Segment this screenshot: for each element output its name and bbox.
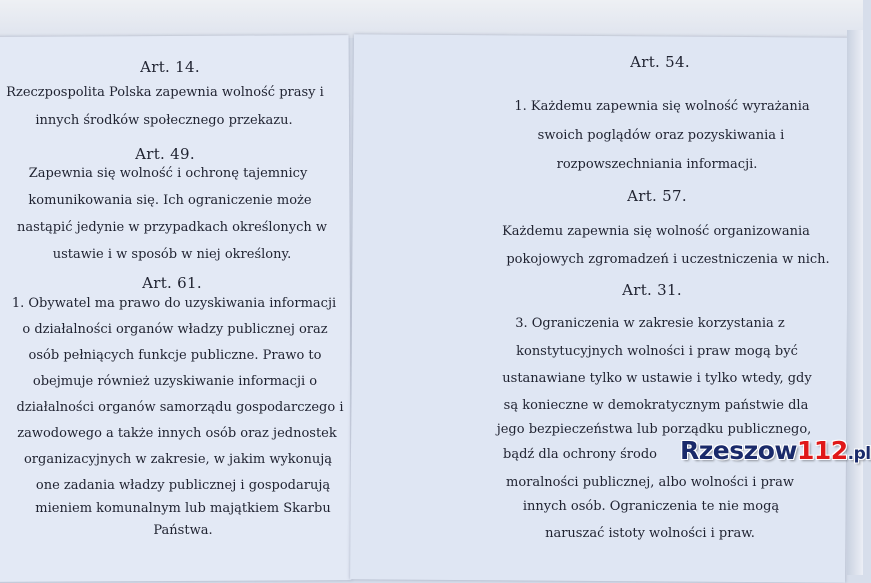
art14-heading: Art. 14. — [140, 58, 200, 76]
art49-line: nastąpić jedynie w przypadkach określonych w — [16, 220, 328, 235]
art61-heading: Art. 61. — [142, 274, 202, 292]
art57-line: Każdemu zapewnia się wolność organizowania — [502, 224, 810, 239]
art49-line: Zapewnia się wolność i ochronę tajemnicy — [28, 166, 308, 181]
art61-line: zawodowego a także innych osób oraz jednostek — [17, 426, 337, 441]
background-wall — [0, 0, 863, 38]
art31-line: 3. Ograniczenia w zakresie korzystania z — [515, 316, 785, 331]
art61-line: obejmuje również uzyskiwanie informacji o — [32, 374, 318, 389]
art49-line: komunikowania się. Ich ograniczenie może — [28, 193, 312, 208]
art61-line: organizacyjnych w zakresie, w jakim wykonują — [23, 452, 333, 467]
watermark-domain: .pl — [847, 444, 871, 464]
art54-heading: Art. 54. — [630, 53, 690, 71]
art31-line: ustanawiane tylko w ustawie i tylko wtedy, gdy — [502, 371, 812, 386]
art14-line: innych środków społecznego przekazu. — [35, 113, 293, 128]
art49-heading: Art. 49. — [135, 145, 195, 163]
art61-line: osób pełniących funkcje publiczne. Prawo to — [28, 348, 322, 363]
art31-line: naruszać istoty wolności i praw. — [545, 526, 755, 541]
rzeszow112-watermark-logo — [680, 436, 871, 465]
art14-line: Rzeczpospolita Polska zapewnia wolność prasy i — [6, 85, 324, 100]
watermark-number: 112 — [796, 436, 848, 465]
art54-line: rozpowszechniania informacji. — [556, 157, 758, 172]
art54-line: swoich poglądów oraz pozyskiwania i — [537, 128, 785, 143]
art31-line: jego bezpieczeństwa lub porządku publicznego, — [496, 422, 812, 437]
art31-heading: Art. 31. — [622, 281, 682, 299]
art57-line: pokojowych zgromadzeń i uczestniczenia w nich. — [506, 252, 830, 267]
art31-line: konstytucyjnych wolności i praw mogą być — [516, 344, 798, 359]
art31-line: są konieczne w demokratycznym państwie dla — [503, 398, 809, 413]
art61-line: o działalności organów władzy publicznej oraz — [22, 322, 328, 337]
art31-line: innych osób. Ograniczenia te nie mogą — [522, 499, 780, 514]
art61-line: mieniem komunalnym lub majątkiem Skarbu — [35, 501, 331, 516]
art61-line: 1. Obywatel ma prawo do uzyskiwania informacji — [11, 296, 337, 311]
art54-line: 1. Każdemu zapewnia się wolność wyrażania — [514, 99, 810, 114]
watermark-name: Rzeszow — [680, 436, 797, 465]
art61-line: działalności organów samorządu gospodarczego i — [16, 400, 344, 415]
art49-line: ustawie i w sposób w niej określony. — [52, 247, 292, 262]
art61-line: one zadania władzy publicznej i gospodarują — [35, 478, 331, 493]
art61-line: Państwa. — [153, 523, 213, 538]
background-edge — [847, 30, 863, 575]
art57-heading: Art. 57. — [627, 187, 687, 205]
art31-line: moralności publicznej, albo wolności i praw — [506, 475, 794, 490]
art31-line: bądź dla ochrony środo — [503, 447, 657, 462]
